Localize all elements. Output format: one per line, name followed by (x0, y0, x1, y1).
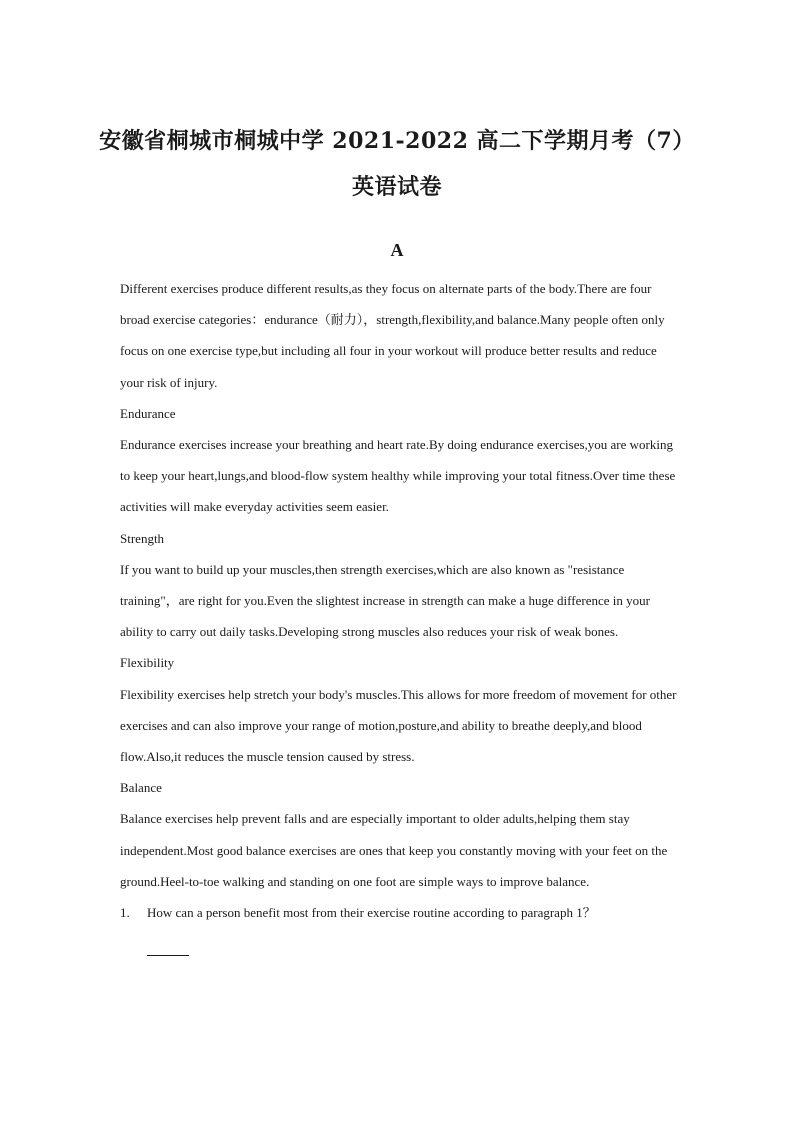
answer-blank[interactable] (147, 928, 189, 956)
intro-paragraph: Different exercises produce different results,as they focus on alternate parts of the body.There are four broad exercise categories：endurance（耐力），strength,flexibility,and balance.Many people often only focus on one exercise type,but including all four in your workout will produce better results and reduce your risk of injury. (120, 281, 665, 390)
question-text: How can a person benefit most from their exercise routine according to paragraph 1？ (147, 905, 596, 921)
passage-body (120, 273, 680, 956)
section-text-flexibility: Flexibility exercises help stretch your body's muscles.This allows for more freedom of movement for other exercises and can also improve your range of motion,posture,and ability to breathe deeply,and blood flow.Also,it reduces the muscle tension caused by stress. (120, 686, 677, 765)
question-1 (120, 897, 680, 928)
section-text-balance: Balance exercises help prevent falls and are especially important to older adults,helping them stay independent.Most good balance exercises are ones that keep you constantly moving with your feet on the ground.Heel-to-toe walking and standing on one foot are simple ways to improve balance. (120, 811, 668, 889)
section-heading-balance: Balance (120, 780, 162, 796)
question-number: 1. (120, 905, 130, 921)
section-heading-flexibility: Flexibility (120, 655, 175, 671)
section-label: A (390, 240, 404, 260)
section-heading-strength: Strength (120, 530, 165, 546)
exam-subtitle: 英语试卷 (351, 174, 442, 200)
section-heading-endurance: Endurance (120, 405, 176, 421)
exam-title: 安徽省桐城市桐城中学 2021-2022 高二下学期月考（7） (99, 128, 695, 154)
section-text-strength: If you want to build up your muscles,then strength exercises,which are also known as "resistance training"，are right for you.Even the slightest increase in strength can make a huge difference in your ability to carry out daily tasks.Developing strong muscles also reduces your risk of weak bones. (120, 561, 650, 640)
section-text-endurance: Endurance exercises increase your breathing and heart rate.By doing endurance exercises,you are working to keep your heart,lungs,and blood-flow system healthy while improving your total fitness.Over time these activities will make everyday activities seem easier. (120, 437, 676, 515)
